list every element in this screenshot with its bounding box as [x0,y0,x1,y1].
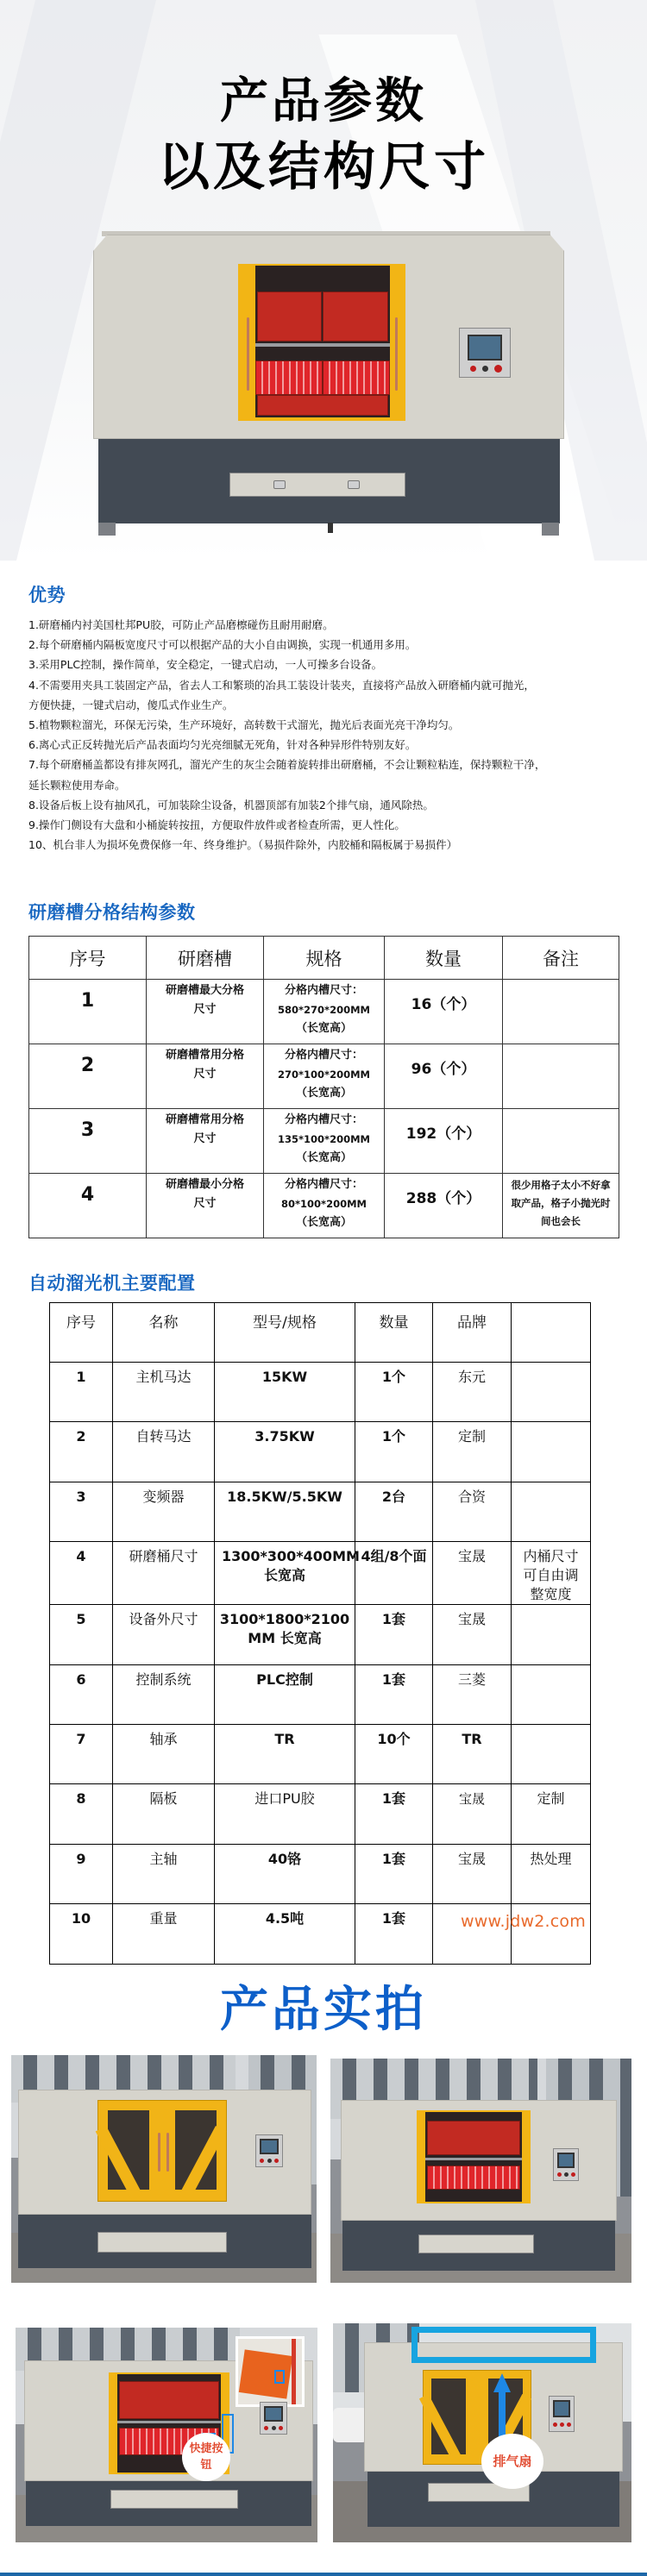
grid-name: 研磨槽常用分格尺寸 [147,1109,264,1174]
advantage-item-continued: 延长颗粒使用寿命。 [28,778,126,792]
grid-quantity: 192（个） [385,1109,503,1174]
spec-unit: （长宽高） [295,1022,352,1035]
grinding-drum [427,2165,520,2190]
component-brand: 宝晟 [433,1605,512,1664]
component-spec: 15KW [215,1363,355,1422]
advantage-item: 10、机台非人为损坏免费保修一年、终身维护。（易损件除外，内胶桶和隔板属于易损件） [28,838,458,852]
component-name: 重量 [113,1904,215,1964]
callout-exhaust-fan: 排气扇 [481,2434,543,2489]
component-name: 研磨桶尺寸 [113,1542,215,1605]
exhaust-fan-highlight-frame [411,2327,596,2363]
component-qty: 1个 [355,1363,433,1422]
advantages-heading: 优势 [28,585,66,605]
row-number: 5 [50,1605,113,1664]
advantage-item: 8.设备后板上设有抽风孔，可加装除尘设备，机器顶部有加装2个排气扇，通风除热。 [28,798,434,812]
table-row [29,1174,619,1238]
grid-note: 很少用格子太小不好拿取产品，格子小抛光时间也会长 [503,1174,619,1238]
component-spec: 3.75KW [215,1422,355,1482]
component-qty: 1套 [355,1844,433,1903]
component-note [512,1363,591,1422]
component-qty: 4组/8个面 [355,1542,433,1605]
grid-note [503,1044,619,1109]
product-photo-doors-open [330,2059,631,2283]
spec-label: 分格内槽尺寸： [284,1049,363,1062]
component-name: 主机马达 [113,1363,215,1422]
spec-label: 分格内槽尺寸： [284,1178,363,1191]
control-panel [255,2134,283,2167]
component-qty: 1套 [355,1904,433,1964]
table-row [29,980,619,1044]
grid-spec [264,1109,385,1174]
column-header: 规格 [264,937,385,980]
grid-name: 研磨槽常用分格尺寸 [147,1044,264,1109]
component-spec: 进口PU胶 [215,1784,355,1844]
component-brand: 合资 [433,1482,512,1541]
advantage-item-continued: 方便快捷，一键式启动，傻瓜式作业生产。 [28,698,234,711]
row-number: 2 [50,1422,113,1482]
component-brand: 定制 [433,1422,512,1482]
config-table [49,1302,591,1965]
component-brand: 宝晟 [433,1784,512,1844]
product-photo-exhaust-fan [333,2323,631,2542]
photos-heading: 产品实拍 [220,1982,427,2038]
component-qty: 1套 [355,1605,433,1664]
advantage-item: 3.采用PLC控制，操作简单，安全稳定，一键式启动，一人可操多台设备。 [28,658,383,672]
component-note [512,1724,591,1783]
grid-spec [264,1044,385,1109]
table-row [50,1422,591,1482]
spec-unit: （长宽高） [295,1087,352,1100]
component-name: 隔板 [113,1784,215,1844]
table-row [50,1664,591,1724]
grid-spec [264,1174,385,1238]
component-note: 内桶尺寸可自由调整宽度 [512,1542,591,1605]
advantage-item: 6.离心式正反转抛光后产品表面均匀光亮细腻无死角，针对各种异形件特别友好。 [28,738,417,752]
watermark-text: www.jdw2.com [461,1912,586,1931]
grinding-drum [255,360,323,395]
table-row [50,1542,591,1605]
component-name: 控制系统 [113,1664,215,1724]
advantage-item: 7.每个研磨桶盖都设有排灰网孔，溜光产生的灰尘会随着旋转排出研磨桶，不会让颗粒粘连，保持颗粒干净， [28,758,546,772]
spec-dimensions: 80*100*200MM [281,1198,367,1210]
hero-banner [0,0,647,561]
advantage-item: 2.每个研磨桶内隔板宽度尺寸可以根据产品的大小自由调换，实现一机通用多用。 [28,638,417,652]
advantages-list [28,615,624,855]
product-photo-doors-closed [11,2055,317,2283]
config-table-heading: 自动溜光机主要配置 [28,1273,196,1294]
component-spec: 3100*1800*2100MM 长宽高 [215,1605,355,1664]
touch-screen [468,335,502,360]
spec-dimensions: 135*100*200MM [278,1133,370,1145]
component-note: 定制 [512,1784,591,1844]
spec-unit: （长宽高） [295,1216,352,1229]
arrow-up-icon [493,2373,511,2392]
table-row [50,1724,591,1783]
column-header: 数量 [355,1303,433,1363]
spec-label: 分格内槽尺寸： [284,1113,363,1126]
table-row [50,1363,591,1422]
component-note: 热处理 [512,1844,591,1903]
table-header-row [29,937,619,980]
component-brand: 东元 [433,1363,512,1422]
column-header: 备注 [503,937,619,980]
column-header: 名称 [113,1303,215,1363]
advantage-item: 1.研磨桶内衬美国杜邦PU胶，可防止产品磨檫碰伤且耐用耐磨。 [28,618,334,631]
component-spec: 1300*300*400MM 长宽高 [215,1542,355,1605]
grid-quantity: 288（个） [385,1174,503,1238]
component-name: 自转马达 [113,1422,215,1482]
grid-note [503,1109,619,1174]
grid-quantity: 96（个） [385,1044,503,1109]
spec-dimensions: 580*270*200MM [278,1004,370,1016]
table-row [29,1109,619,1174]
control-panel [459,328,511,378]
component-spec: PLC控制 [215,1664,355,1724]
component-qty: 1套 [355,1784,433,1844]
row-number: 3 [29,1109,147,1174]
spec-unit: （长宽高） [295,1151,352,1164]
grid-structure-table [28,936,619,1238]
row-number: 4 [50,1542,113,1605]
component-qty: 10个 [355,1724,433,1783]
column-header: 型号/规格 [215,1303,355,1363]
row-number: 1 [29,980,147,1044]
component-name: 轴承 [113,1724,215,1783]
dust-drawer [229,473,405,497]
row-number: 2 [29,1044,147,1109]
row-number: 9 [50,1844,113,1903]
column-header: 研磨槽 [147,937,264,980]
component-name: 主轴 [113,1844,215,1903]
bottom-divider [0,2573,647,2576]
grid-name: 研磨槽最大分格尺寸 [147,980,264,1044]
component-qty: 2台 [355,1482,433,1541]
table-row [50,1784,591,1844]
component-spec: 40铬 [215,1844,355,1903]
component-name: 设备外尺寸 [113,1605,215,1664]
component-name: 变频器 [113,1482,215,1541]
table-row [29,1044,619,1109]
table-header-row [50,1303,591,1363]
component-note [512,1482,591,1541]
inset-detail-photo [236,2336,305,2407]
spec-dimensions: 270*100*200MM [278,1069,370,1081]
advantage-item: 4.不需要用夹具工装固定产品，省去人工和繁琐的冶具工装设计装夹，直接将产品放入研磨桶内就可抛光， [28,678,535,692]
row-number: 10 [50,1904,113,1964]
hero-machine-image [93,231,564,537]
product-photo-quick-button [16,2328,317,2542]
row-number: 6 [50,1664,113,1724]
component-spec: 18.5KW/5.5KW [215,1482,355,1541]
callout-quick-button: 快捷按钮 [182,2433,230,2481]
row-number: 8 [50,1784,113,1844]
grid-spec [264,980,385,1044]
component-spec: TR [215,1724,355,1783]
page-title-line2: 以及结构尺寸 [158,137,489,197]
column-header: 品牌 [433,1303,512,1363]
grid-note [503,980,619,1044]
row-number: 1 [50,1363,113,1422]
component-note [512,1422,591,1482]
row-number: 4 [29,1174,147,1238]
component-brand: TR [433,1724,512,1783]
page-title-line1: 产品参数 [220,73,427,129]
component-note [512,1605,591,1664]
table-row [50,1844,591,1903]
grinding-drum [323,360,390,395]
grid-name: 研磨槽最小分格尺寸 [147,1174,264,1238]
component-qty: 1个 [355,1422,433,1482]
advantage-item: 9.操作门侧设有大盘和小桶旋转按扭，方便取件放件或者检查所需，更人性化。 [28,818,405,832]
table-row [50,1605,591,1664]
row-number: 7 [50,1724,113,1783]
grid-table-heading: 研磨槽分格结构参数 [28,902,196,923]
component-brand: 宝晟 [433,1844,512,1903]
column-header: 序号 [29,937,147,980]
component-spec: 4.5吨 [215,1904,355,1964]
component-brand: 宝晟 [433,1542,512,1605]
column-header: 序号 [50,1303,113,1363]
spec-label: 分格内槽尺寸： [284,984,363,997]
row-number: 3 [50,1482,113,1541]
table-row [50,1482,591,1541]
component-note [512,1664,591,1724]
advantage-item: 5.植物颗粒溜光，环保无污染，生产环境好，高转数干式溜光，抛光后表面光亮干净均匀。 [28,718,460,732]
component-brand: 三菱 [433,1664,512,1724]
column-header: 数量 [385,937,503,980]
component-qty: 1套 [355,1664,433,1724]
grid-quantity: 16（个） [385,980,503,1044]
column-header [512,1303,591,1363]
